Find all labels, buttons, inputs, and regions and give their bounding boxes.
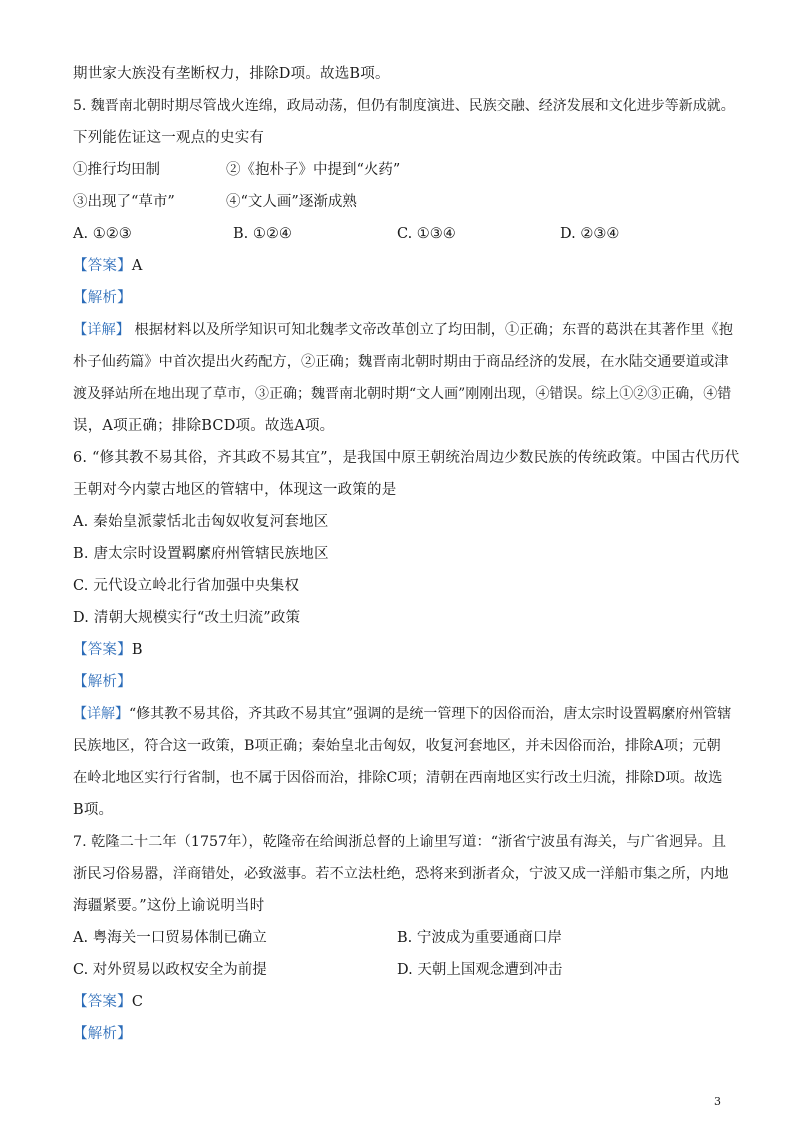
- q6-option-a: A. 秦始皇派蒙恬北击匈奴收复河套地区: [73, 514, 329, 530]
- analysis-tag: 【解析】: [73, 674, 132, 690]
- q5-option-c: C. ①③④: [397, 226, 456, 242]
- q5-option-b: B. ①②④: [233, 226, 292, 242]
- q7-option-d: D. 天朝上国观念遭到冲击: [397, 962, 563, 978]
- q7-answer-line: [73, 992, 143, 1012]
- q5-item-3: ③出现了“草市”: [73, 194, 175, 210]
- detail-tag: 【详解】: [73, 706, 129, 722]
- q6-detail-line-2: 民族地区，符合这一政策，B项正确；秦始皇北击匈奴，收复河套地区，并未因俗而治，排除A项；元朝: [73, 738, 721, 754]
- q6-detail-line-4: B项。: [73, 802, 114, 818]
- analysis-tag: 【解析】: [73, 1026, 132, 1042]
- q7-stem-line-1: 7. 乾隆二十二年（1757年），乾隆帝在给闽浙总督的上谕里写道：“浙省宁波虽有海关，与广省迥异。且: [73, 834, 727, 850]
- detail-tag: 【详解】: [73, 322, 131, 338]
- q7-option-b: B. 宁波成为重要通商口岸: [397, 930, 562, 946]
- answer-value: B: [131, 642, 143, 658]
- q5-item-1: ①推行均田制: [73, 162, 160, 178]
- q7-option-a: A. 粤海关一口贸易体制已确立: [73, 930, 267, 946]
- q5-item-4: ④“文人画”逐渐成熟: [226, 194, 357, 210]
- q5-detail-line-2: 朴子仙药篇》中首次提出火药配方，②正确；魏晋南北朝时期由于商品经济的发展，在水陆交通要道或津: [73, 354, 729, 370]
- q5-stem-line-2: 下列能佐证这一观点的史实有: [73, 130, 265, 146]
- q7-option-c: C. 对外贸易以政权安全为前提: [73, 962, 267, 978]
- continuation-text: 期世家大族没有垄断权力，排除D项。故选B项。: [73, 66, 390, 82]
- q6-option-d: D. 清朝大规模实行“改土归流”政策: [73, 610, 301, 626]
- answer-tag: 【答案】: [73, 642, 132, 658]
- q5-answer-line: [73, 256, 142, 276]
- q5-detail-line-1: [73, 320, 733, 340]
- q6-stem-line-1: 6. “修其教不易其俗，齐其政不易其宜”，是我国中原王朝统治周边少数民族的传统政策。中国古代历代: [73, 450, 740, 466]
- q6-option-b: B. 唐太宗时设置羁縻府州管辖民族地区: [73, 546, 329, 562]
- q5-option-a: A. ①②③: [73, 226, 132, 242]
- q5-detail-line-3: 渡及驿站所在地出现了草市，③正确；魏晋南北朝时期“文人画”刚刚出现，④错误。综上①②③正确，④错: [73, 386, 732, 402]
- q6-option-c: C. 元代设立岭北行省加强中央集权: [73, 578, 300, 594]
- q6-answer-line: [73, 640, 143, 660]
- q5-detail-line-4: 误，A项正确；排除BCD项。故选A项。: [73, 418, 335, 434]
- answer-tag: 【答案】: [73, 258, 132, 274]
- analysis-tag: 【解析】: [73, 290, 132, 306]
- detail-text: 根据材料以及所学知识可知北魏孝文帝改革创立了均田制，①正确；东晋的葛洪在其著作里《抱: [130, 322, 734, 338]
- q6-detail-line-3: 在岭北地区实行行省制，也不属于因俗而治，排除C项；清朝在西南地区实行改土归流，排除D项。故选: [73, 770, 723, 786]
- q5-stem-line-1: 5. 魏晋南北朝时期尽管战火连绵，政局动荡，但仍有制度演进、民族交融、经济发展和文化进步等新成就。: [73, 98, 735, 114]
- q7-stem-line-2: 浙民习俗易嚣，洋商错处，必致滋事。若不立法杜绝，恐将来到浙者众，宁波又成一洋船市集之所，内地: [73, 866, 729, 882]
- q7-stem-line-3: 海疆紧要。”这份上谕说明当时: [73, 898, 265, 914]
- answer-value: C: [131, 994, 144, 1010]
- detail-text: “修其教不易其俗，齐其政不易其宜”强调的是统一管理下的因俗而治，唐太宗时设置羁縻府州管辖: [129, 706, 732, 722]
- answer-value: A: [131, 258, 143, 274]
- page-number: 3: [714, 1095, 721, 1108]
- q6-detail-line-1: [73, 704, 731, 724]
- answer-tag: 【答案】: [73, 994, 132, 1010]
- q5-item-2: ②《抱朴子》中提到“火药”: [226, 162, 401, 178]
- q5-option-d: D. ②③④: [560, 226, 620, 242]
- q6-stem-line-2: 王朝对今内蒙古地区的管辖中，体现这一政策的是: [73, 482, 397, 498]
